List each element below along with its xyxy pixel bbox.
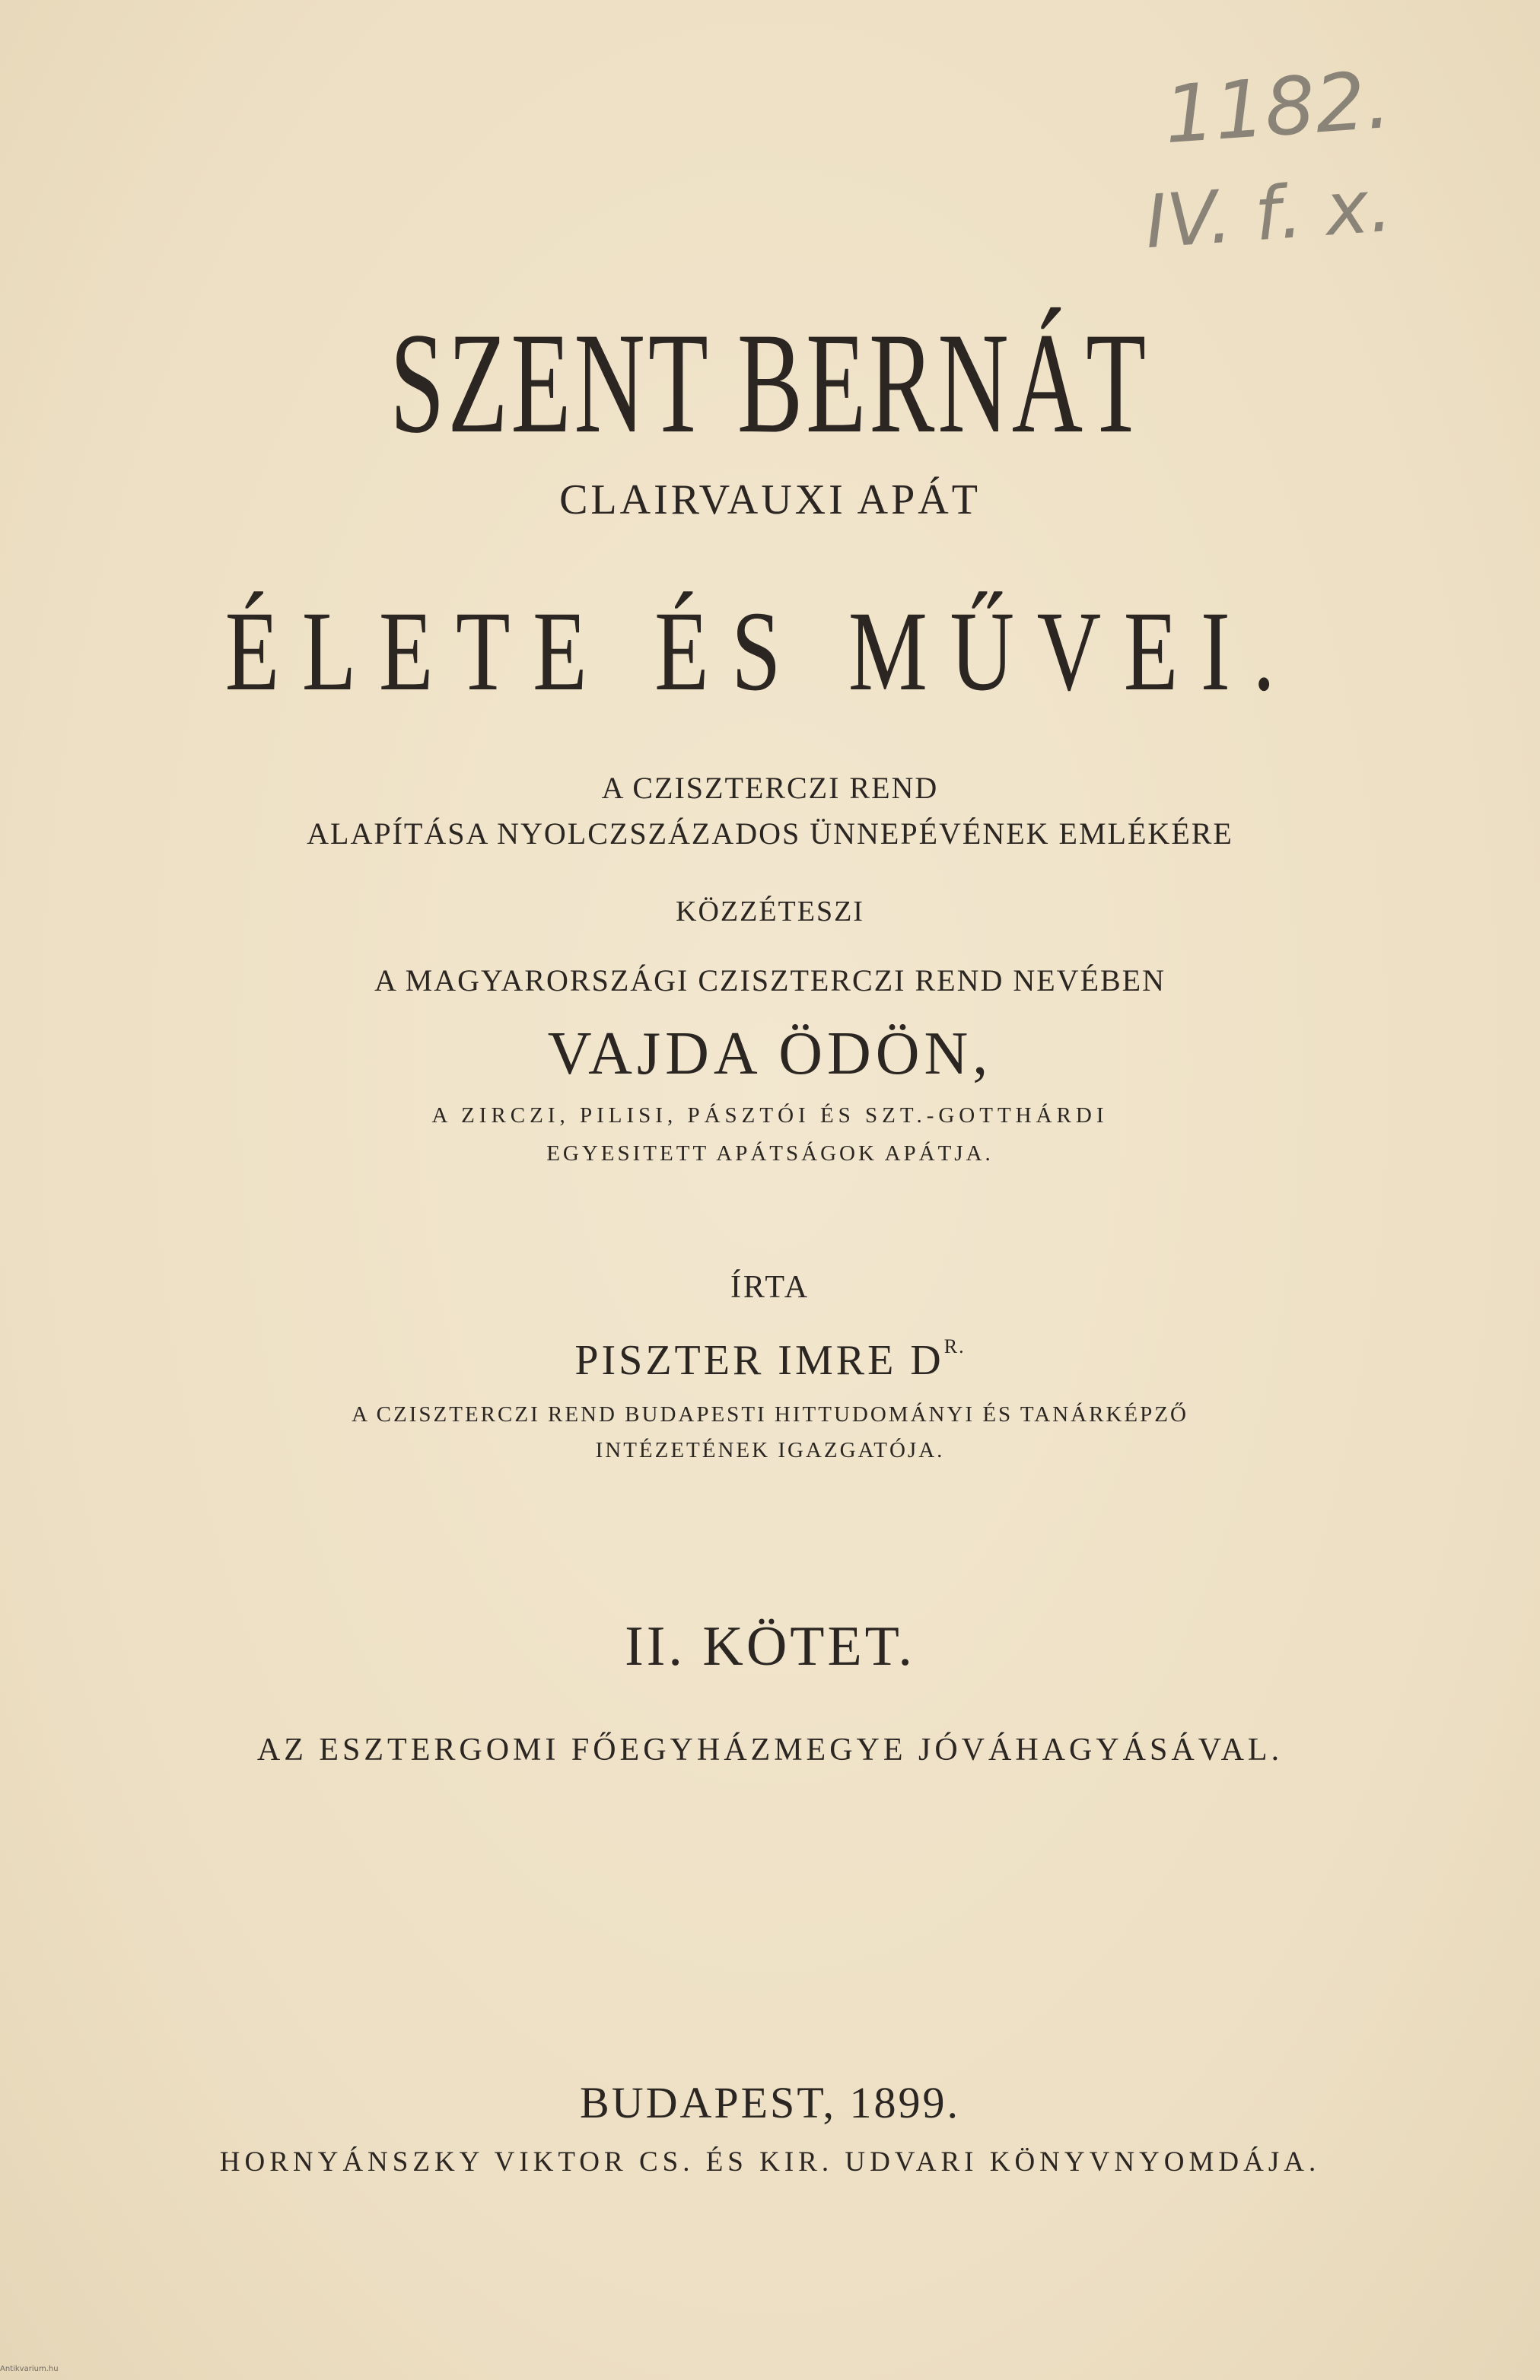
author-degree: R.: [943, 1335, 966, 1357]
author-line: [0, 1335, 1540, 1385]
book-subtitle: CLAIRVAUXI APÁT: [559, 476, 981, 523]
dedication-line-1: A CZISZTERCZI REND: [601, 771, 939, 805]
publisher-title-line-1: A ZIRCZI, PILISI, PÁSZTÓI ÉS SZT.-GOTTHÁRDI: [431, 1103, 1109, 1128]
author-title-line-2: INTÉZETÉNEK IGAZGATÓJA.: [595, 1438, 945, 1462]
publisher-name: VAJDA ÖDÖN,: [547, 1020, 993, 1087]
author-title-line-1: A CZISZTERCZI REND BUDAPESTI HITTUDOMÁNYI ÉS TANÁRKÉPZŐ: [352, 1402, 1188, 1427]
corner-watermark: Antikvarium.hu: [0, 2365, 59, 2373]
handwritten-shelfmark-code: IV. f. x.: [1142, 162, 1395, 266]
written-by-label: ÍRTA: [730, 1270, 810, 1305]
author-name: PISZTER IMRE D: [574, 1337, 944, 1384]
imprint-printer: HORNYÁNSZKY VIKTOR CS. ÉS KIR. UDVARI KÖNYVNYOMDÁJA.: [219, 2146, 1321, 2178]
published-by-label: KÖZZÉTESZI: [676, 896, 864, 928]
imprint-city-year: BUDAPEST, 1899.: [580, 2078, 960, 2127]
dedication-line-2: ALAPÍTÁSA NYOLCZSZÁZADOS ÜNNEPÉVÉNEK EMLÉKÉRE: [307, 816, 1233, 851]
approval-line: AZ ESZTERGOMI FŐEGYHÁZMEGYE JÓVÁHAGYÁSÁVAL.: [256, 1732, 1284, 1768]
handwritten-shelfmark-number: 1182.: [1161, 52, 1394, 162]
on-behalf-line: A MAGYARORSZÁGI CZISZTERCZI REND NEVÉBEN: [374, 963, 1166, 998]
book-title-life-works: ÉLETE ÉS MŰVEI.: [224, 588, 1298, 714]
volume-label: II. KÖTET.: [625, 1615, 915, 1678]
publisher-title-line-2: EGYESITETT APÁTSÁGOK APÁTJA.: [546, 1141, 994, 1166]
book-title: SZENT BERNÁT: [390, 304, 1150, 463]
